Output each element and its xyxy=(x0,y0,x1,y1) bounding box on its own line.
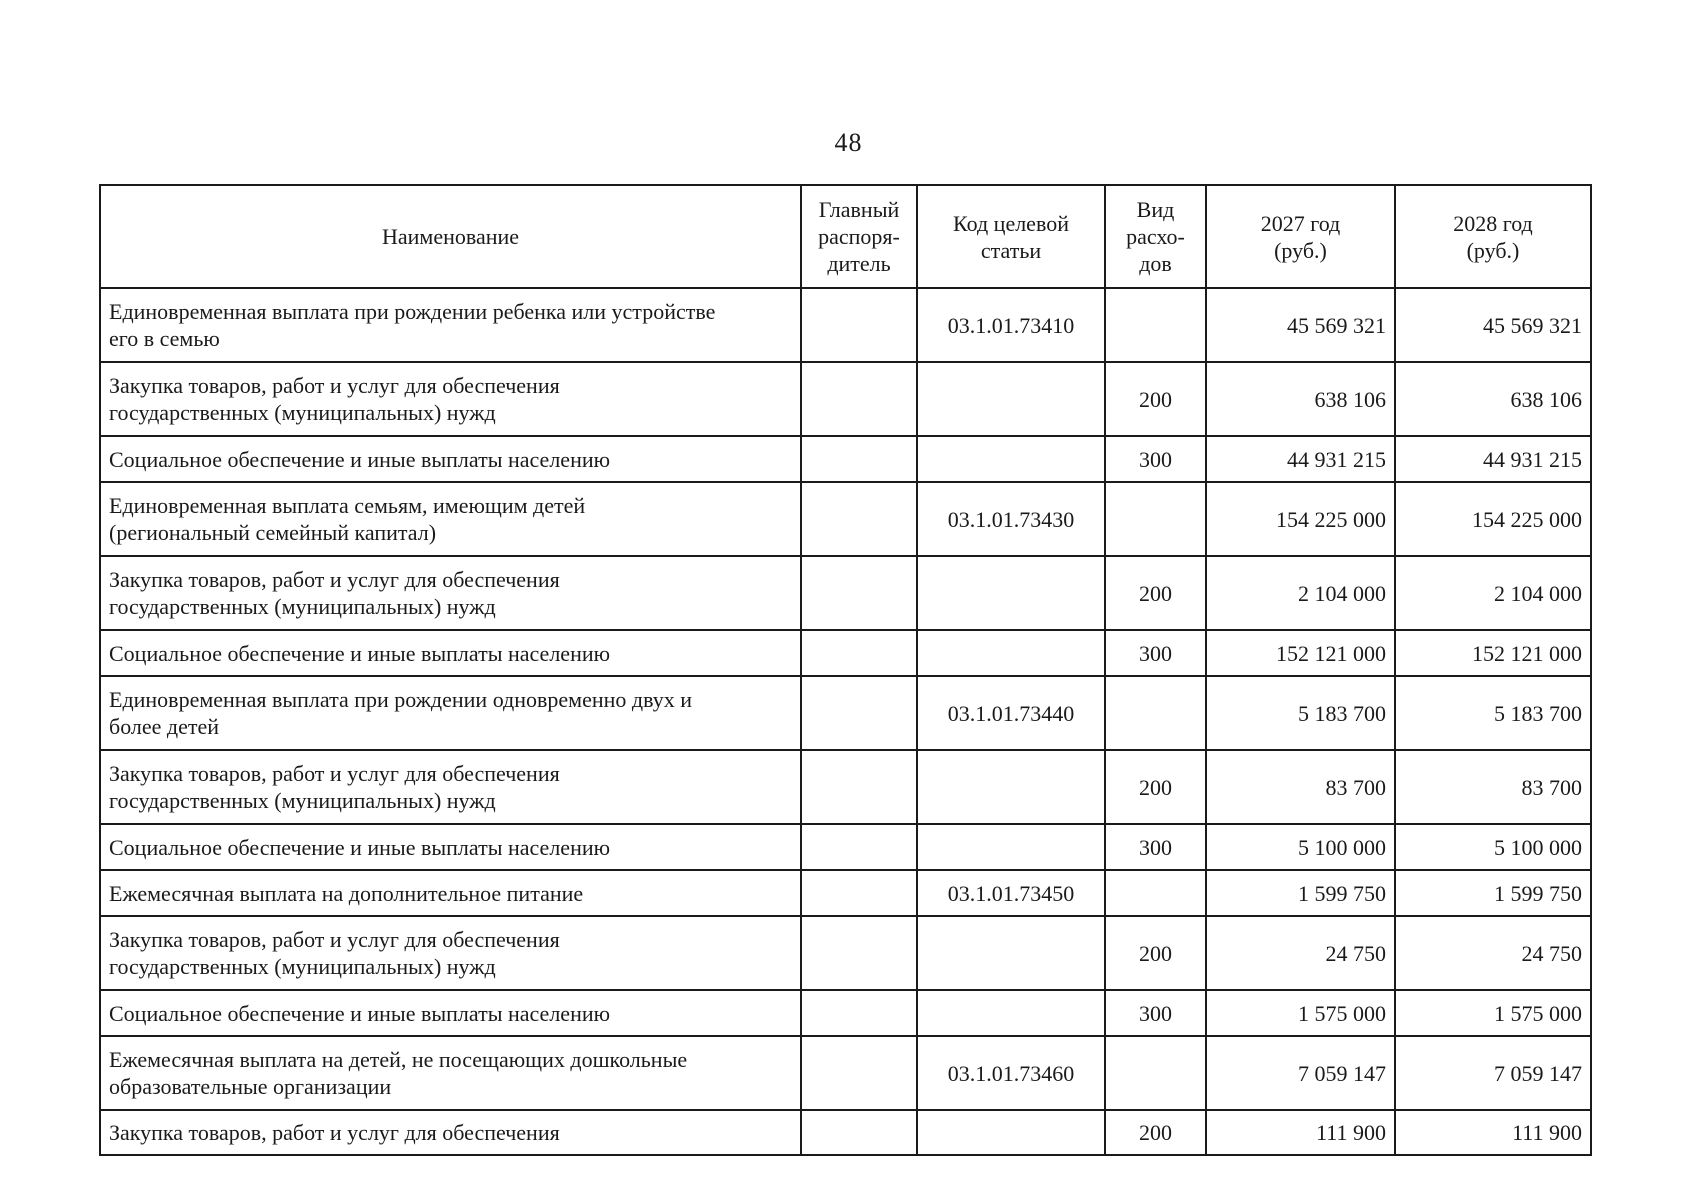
table-row xyxy=(100,824,1591,870)
table-row xyxy=(100,870,1591,916)
cell-name-line: Закупка товаров, работ и услуг для обеспечения xyxy=(109,761,560,786)
header-code-line-1: Код целевой xyxy=(953,210,1069,236)
cell-kind: 300 xyxy=(1105,824,1206,870)
cell-kind: 200 xyxy=(1105,556,1206,630)
cell-code xyxy=(917,556,1105,630)
cell-2028: 5 100 000 xyxy=(1395,824,1591,870)
cell-kind: 200 xyxy=(1105,1110,1206,1155)
cell-admin xyxy=(801,916,917,990)
cell-admin xyxy=(801,824,917,870)
cell-name-line: более детей xyxy=(109,714,220,739)
cell-admin xyxy=(801,1036,917,1110)
cell-kind xyxy=(1105,870,1206,916)
cell-2028: 638 106 xyxy=(1395,362,1591,436)
header-2027-line-2: (руб.) xyxy=(1274,237,1327,263)
cell-name xyxy=(100,362,801,436)
cell-code xyxy=(917,990,1105,1036)
cell-admin xyxy=(801,630,917,676)
cell-2027: 83 700 xyxy=(1206,750,1395,824)
cell-name-line: его в семью xyxy=(109,326,220,351)
cell-kind xyxy=(1105,288,1206,362)
cell-name-line: государственных (муниципальных) нужд xyxy=(109,788,496,813)
cell-kind xyxy=(1105,482,1206,556)
cell-name-line: Ежемесячная выплата на дополнительное питание xyxy=(109,880,584,906)
header-kind-line-1: Вид xyxy=(1136,197,1175,222)
header-admin-line-2: распоря- xyxy=(818,224,900,249)
cell-2028: 83 700 xyxy=(1395,750,1591,824)
cell-name xyxy=(100,750,801,824)
cell-name-line: Единовременная выплата при рождении ребенка или устройстве xyxy=(109,299,716,324)
cell-name-line: образовательные организации xyxy=(109,1074,392,1099)
cell-2027: 152 121 000 xyxy=(1206,630,1395,676)
cell-kind: 300 xyxy=(1105,436,1206,482)
cell-2027: 1 599 750 xyxy=(1206,870,1395,916)
cell-2027: 7 059 147 xyxy=(1206,1036,1395,1110)
cell-2027: 111 900 xyxy=(1206,1110,1395,1155)
cell-2027: 1 575 000 xyxy=(1206,990,1395,1036)
table-row xyxy=(100,916,1591,990)
cell-code xyxy=(917,362,1105,436)
cell-code: 03.1.01.73440 xyxy=(917,676,1105,750)
cell-2027: 45 569 321 xyxy=(1206,288,1395,362)
cell-admin xyxy=(801,870,917,916)
header-2028-line-2: (руб.) xyxy=(1466,237,1520,263)
cell-name-line: Единовременная выплата семьям, имеющим детей xyxy=(109,493,586,518)
cell-name-line: государственных (муниципальных) нужд xyxy=(109,594,496,619)
table-row xyxy=(100,288,1591,362)
cell-name-line: (региональный семейный капитал) xyxy=(109,520,437,545)
header-admin-line-3: дитель xyxy=(827,251,891,276)
header-code-line-2: статьи xyxy=(980,237,1042,263)
cell-code: 03.1.01.73430 xyxy=(917,482,1105,556)
cell-name-line: Ежемесячная выплата на детей, не посещающих дошкольные xyxy=(109,1047,688,1072)
cell-name xyxy=(100,990,801,1036)
cell-name-line: Единовременная выплата при рождении одновременно двух и xyxy=(109,687,693,712)
table-row xyxy=(100,1110,1591,1155)
cell-2028: 1 599 750 xyxy=(1395,870,1591,916)
cell-2027: 24 750 xyxy=(1206,916,1395,990)
cell-admin xyxy=(801,362,917,436)
cell-kind: 200 xyxy=(1105,916,1206,990)
cell-2027: 638 106 xyxy=(1206,362,1395,436)
cell-name xyxy=(100,676,801,750)
cell-kind: 200 xyxy=(1105,750,1206,824)
cell-code xyxy=(917,916,1105,990)
cell-2027: 5 100 000 xyxy=(1206,824,1395,870)
header-kind-line-2: расхо- xyxy=(1126,224,1185,249)
header-kind-line-3: дов xyxy=(1139,251,1172,276)
table-row xyxy=(100,482,1591,556)
cell-name-line: Закупка товаров, работ и услуг для обеспечения xyxy=(109,567,560,592)
header-2028-line-1: 2028 год xyxy=(1453,210,1533,236)
cell-kind xyxy=(1105,676,1206,750)
page-number: 48 xyxy=(834,128,863,157)
cell-name-line: Закупка товаров, работ и услуг для обеспечения xyxy=(109,927,560,952)
cell-code xyxy=(917,824,1105,870)
table-row xyxy=(100,436,1591,482)
table-row xyxy=(100,990,1591,1036)
cell-admin xyxy=(801,436,917,482)
cell-code xyxy=(917,750,1105,824)
cell-code: 03.1.01.73410 xyxy=(917,288,1105,362)
cell-2028: 111 900 xyxy=(1395,1110,1591,1155)
header-code xyxy=(917,185,1105,288)
cell-2027: 2 104 000 xyxy=(1206,556,1395,630)
table-row xyxy=(100,362,1591,436)
cell-admin xyxy=(801,750,917,824)
header-name-text: Наименование xyxy=(381,224,520,249)
cell-name-line: Социальное обеспечение и иные выплаты населению xyxy=(109,834,611,860)
cell-admin xyxy=(801,556,917,630)
header-admin-line-1: Главный xyxy=(818,197,900,222)
cell-kind xyxy=(1105,1036,1206,1110)
cell-2028: 5 183 700 xyxy=(1395,676,1591,750)
cell-2028: 1 575 000 xyxy=(1395,990,1591,1036)
cell-code: 03.1.01.73460 xyxy=(917,1036,1105,1110)
cell-code xyxy=(917,436,1105,482)
cell-code: 03.1.01.73450 xyxy=(917,870,1105,916)
cell-name xyxy=(100,288,801,362)
header-2028 xyxy=(1395,185,1591,288)
cell-name xyxy=(100,436,801,482)
table-row xyxy=(100,556,1591,630)
cell-name xyxy=(100,630,801,676)
cell-2028: 152 121 000 xyxy=(1395,630,1591,676)
cell-admin xyxy=(801,1110,917,1155)
cell-admin xyxy=(801,482,917,556)
cell-2027: 44 931 215 xyxy=(1206,436,1395,482)
header-2027 xyxy=(1206,185,1395,288)
cell-2028: 7 059 147 xyxy=(1395,1036,1591,1110)
table-row xyxy=(100,676,1591,750)
cell-kind: 300 xyxy=(1105,990,1206,1036)
cell-name xyxy=(100,1036,801,1110)
table-header-row xyxy=(100,185,1591,288)
table-row xyxy=(100,630,1591,676)
cell-code xyxy=(917,1110,1105,1155)
cell-2027: 5 183 700 xyxy=(1206,676,1395,750)
cell-admin xyxy=(801,990,917,1036)
cell-2028: 45 569 321 xyxy=(1395,288,1591,362)
cell-name xyxy=(100,482,801,556)
cell-name xyxy=(100,824,801,870)
cell-name-line: государственных (муниципальных) нужд xyxy=(109,400,496,425)
cell-name-line: Социальное обеспечение и иные выплаты населению xyxy=(109,446,611,472)
header-name xyxy=(100,185,801,288)
cell-2028: 44 931 215 xyxy=(1395,436,1591,482)
table-row xyxy=(100,750,1591,824)
cell-name xyxy=(100,556,801,630)
table-row xyxy=(100,1036,1591,1110)
cell-name-line: Закупка товаров, работ и услуг для обеспечения xyxy=(109,1120,560,1145)
header-admin xyxy=(801,185,917,288)
cell-2028: 2 104 000 xyxy=(1395,556,1591,630)
cell-name xyxy=(100,916,801,990)
cell-name-line: государственных (муниципальных) нужд xyxy=(109,954,496,979)
cell-name xyxy=(100,1110,801,1155)
cell-admin xyxy=(801,676,917,750)
cell-code xyxy=(917,630,1105,676)
cell-kind: 300 xyxy=(1105,630,1206,676)
cell-kind: 200 xyxy=(1105,362,1206,436)
header-kind xyxy=(1105,185,1206,288)
cell-name-line: Социальное обеспечение и иные выплаты населению xyxy=(109,640,611,666)
cell-name-line: Социальное обеспечение и иные выплаты населению xyxy=(109,1000,611,1026)
cell-name xyxy=(100,870,801,916)
header-2027-line-1: 2027 год xyxy=(1260,210,1341,236)
cell-admin xyxy=(801,288,917,362)
cell-2028: 24 750 xyxy=(1395,916,1591,990)
cell-name-line: Закупка товаров, работ и услуг для обеспечения xyxy=(109,373,560,398)
budget-table xyxy=(99,184,1592,1156)
cell-2027: 154 225 000 xyxy=(1206,482,1395,556)
cell-2028: 154 225 000 xyxy=(1395,482,1591,556)
